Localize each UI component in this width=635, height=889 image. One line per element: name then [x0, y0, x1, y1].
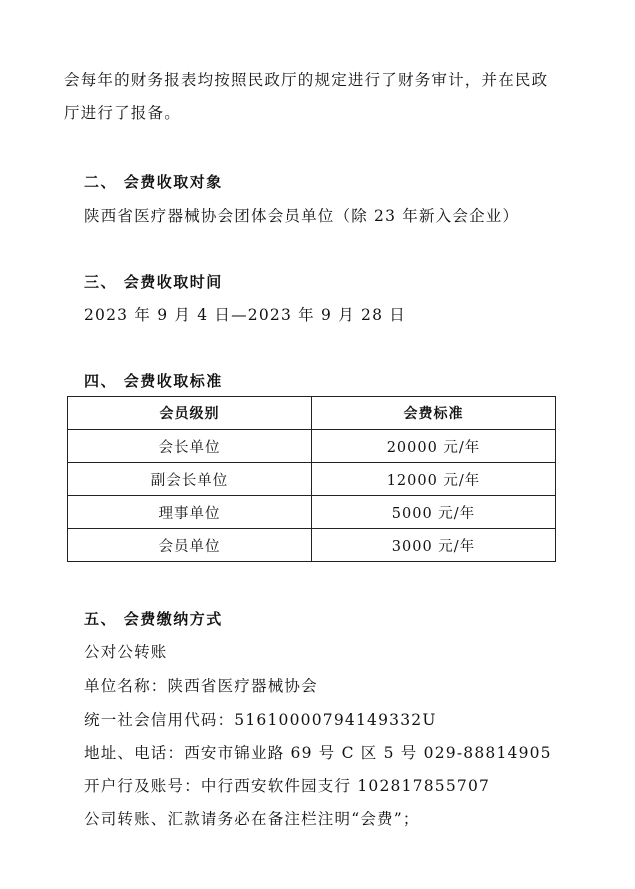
- table-cell-level: 理事单位: [68, 496, 312, 529]
- payment-method: 公对公转账: [84, 643, 168, 661]
- table-row: [68, 529, 556, 562]
- section-2-text: 陕西省医疗器械协会团体会员单位（除 23 年新入会企业）: [84, 207, 520, 225]
- section-3-text: 2023 年 9 月 4 日—2023 年 9 月 28 日: [84, 306, 406, 324]
- table-row: [68, 463, 556, 496]
- transfer-note: 公司转账、汇款请务必在备注栏注明“会费”；: [84, 810, 420, 828]
- table-cell-level: 副会长单位: [68, 463, 312, 496]
- table-cell-level: 会长单位: [68, 430, 312, 463]
- credit-code: 统一社会信用代码：51610000794149332U: [84, 711, 437, 729]
- table-header-level: 会员级别: [68, 397, 312, 430]
- table-cell-fee: 20000 元/年: [312, 430, 556, 463]
- table-cell-fee: 3000 元/年: [312, 529, 556, 562]
- section-4-heading: 四、 会费收取标准: [84, 372, 223, 390]
- address-phone: 地址、电话：西安市锦业路 69 号 C 区 5 号 029-88814905: [84, 744, 552, 762]
- table-cell-level: 会员单位: [68, 529, 312, 562]
- intro-line-1: 会每年的财务报表均按照民政厅的规定进行了财务审计，并在民政: [64, 71, 549, 89]
- section-2-heading: 二、 会费收取对象: [84, 173, 223, 191]
- payee-name: 单位名称：陕西省医疗器械协会: [84, 677, 318, 695]
- intro-line-2: 厅进行了报备。: [64, 104, 181, 122]
- section-5-heading: 五、 会费缴纳方式: [84, 610, 223, 628]
- table-row: [68, 430, 556, 463]
- fee-standard-table: [67, 396, 556, 562]
- table-header-fee: 会费标准: [312, 397, 556, 430]
- table-cell-fee: 12000 元/年: [312, 463, 556, 496]
- table-cell-fee: 5000 元/年: [312, 496, 556, 529]
- table-row: [68, 496, 556, 529]
- section-3-heading: 三、 会费收取时间: [84, 273, 223, 291]
- table-header-row: [68, 397, 556, 430]
- bank-account: 开户行及账号：中行西安软件园支行 102817855707: [84, 777, 491, 795]
